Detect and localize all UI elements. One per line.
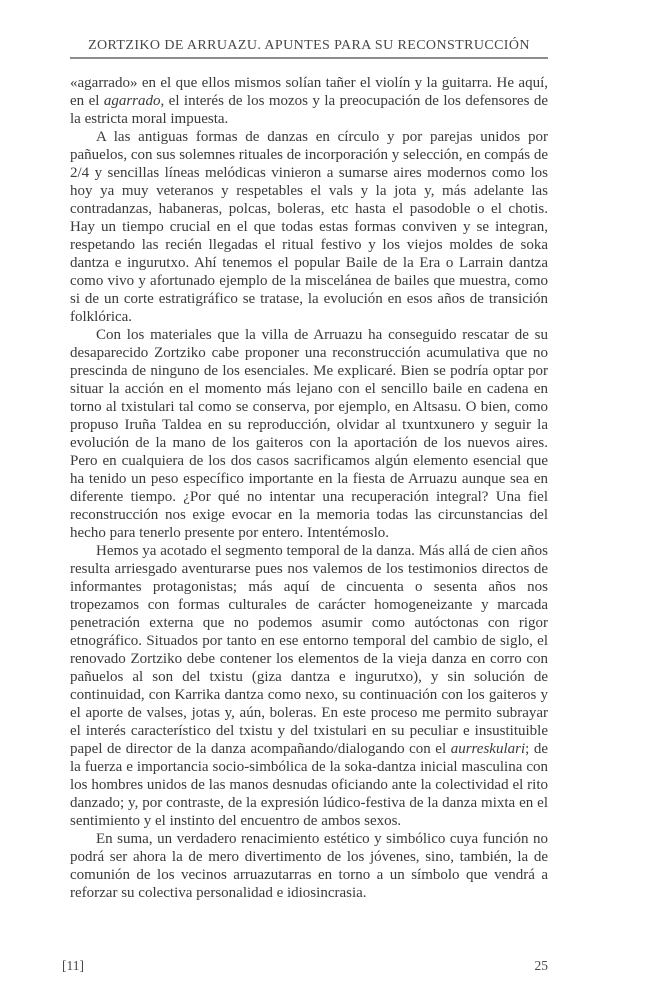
footnote-signature: [11] [62,958,84,973]
text-run: ; de la fuerza e importancia socio-simbólica de la soka-dantza inicial masculina con los hombres unidos de las manos desnudas oficiando ante la colectividad el rito danzado; y, por contraste, de la expresión lúdico-festiva de la danza mixta en el sentimiento y el instinto del encuentro de ambos sexos. [70,741,549,829]
header-rule [70,57,548,59]
text-run: Con los materiales que la villa de Arruazu ha conseguido rescatar de su desaparecido Zortziko cabe proponer una reconstrucción acumulativa que no prescinda de ninguno de los esenciales. Me explicaré. Bien se podría optar por situar la acción en el momento más lejano con el sencillo baile en cadena en torno al txistulari tal como se conserva, por ejemplo, en Altsasu. O bien, como propuso Iruña Taldea en su reproducción, olvidar al txuntxunero y seguir la evolución de la mano de los gaiteros con la aportación de los nuevos aires. Pero en cualquiera de los dos casos sacrificamos algún elemento esencial que ha tenido un peso específico importante en la fiesta de Arruazu aunque sea en diferente tiempo. ¿Por qué no intentar una recuperación integral? Una fiel reconstrucción nos exige evocar en la memoria todas las circunstancias del hecho para tenerlo presente por entero. Intentémoslo. [70,327,548,541]
page-number: 25 [534,958,548,973]
paragraph [70,542,548,830]
paragraph [70,128,548,326]
paragraph [70,830,548,902]
paragraph [70,74,548,128]
text-run: A las antiguas formas de danzas en círculo y por parejas unidos por pañuelos, con sus solemnes rituales de incorporación y selección, en compás de 2/4 y sencillas líneas melódicas vinieron a sumarse aires modernos como los hoy ya muy veteranos y respetables el vals y la jota y, más adelante las contradanzas, habaneras, polcas, boleras, etc hasta el pasodoble o el chotis. Hay un tiempo crucial en el que todas estas formas conviven y se integran, respetando las recién llegadas el ritual festivo y los viejos moldes de soka dantza e ingurutxo. Ahí tenemos el popular Baile de la Era o Larrain dantza como vivo y afortunado ejemplo de la miscelánea de bailes que muestra, como si de un corte estratigráfico se tratase, la evolución en esos años de transición folklórica. [70,129,548,325]
italic-text-run: agarrado [103,93,161,109]
italic-text-run: aurreskulari [450,741,526,757]
text-run: «agarrado» en el que ellos mismos solían tañer el violín y la guitarra. He aquí, en el [70,75,548,109]
running-header-title: ZORTZIKO DE ARRUAZU. APUNTES PARA SU RECONSTRUCCIÓN [88,38,530,53]
text-run: Hemos ya acotado el segmento temporal de la danza. Más allá de cien años resulta arriesgado aventurarse pues nos valemos de los testimonios directos de informantes protagonistas; más aquí de cincuenta o sesenta años nos tropezamos con formas culturales de carácter homogeneizante y marcada penetración externa que no podemos asumir como autóctonas con rigor etnográfico. Situados por tanto en ese entorno temporal del cambio de siglo, el renovado Zortziko debe contener los elementos de la vieja danza en corro con pañuelos al son del txistu (giza dantza e ingurutxo), y sin solución de continuidad, con Karrika dantza como nexo, su continuación con los gaiteros y el aporte de valses, jotas y, aún, boleras. En este proceso me permito subrayar el interés característico del txistu y del txistulari en su peculiar e insustituible papel de director de la danza acompañando/dialogando con el [70,543,548,757]
page-footer [62,958,548,974]
text-run: , el interés de los mozos y la preocupación de los defensores de la estricta moral impuesta. [70,93,548,127]
text-run: En suma, un verdadero renacimiento estético y simbólico cuya función no podrá ser ahora la de mero divertimento de los jóvenes, sino, también, la de comunión de los vecinos arruazutarras en torno a un símbolo que vendrá a reforzar su colectiva personalidad e idiosincrasia. [70,831,548,901]
body-text [70,74,548,902]
paragraph [70,326,548,542]
page-header [70,38,548,67]
